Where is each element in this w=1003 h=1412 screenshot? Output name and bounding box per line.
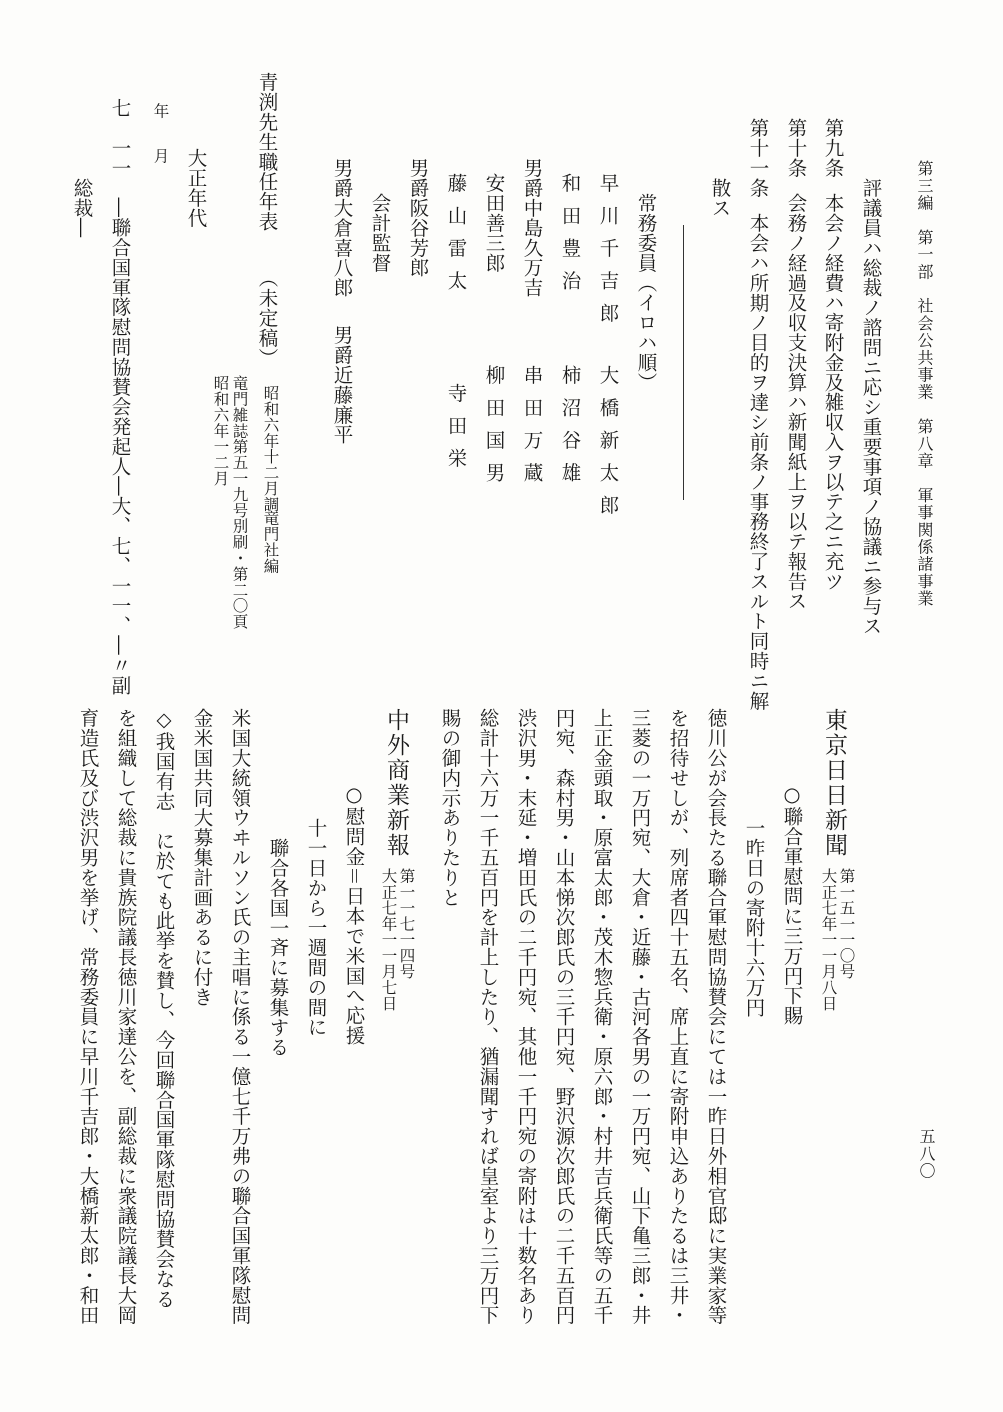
member-name: 串田万蔵 [520,365,544,495]
newspaper-date: 大正七年一一月七日 [379,868,398,1012]
article-11-continuation: 散ス [708,178,732,218]
chronology-title: 青渕先生職任年表 [255,72,279,232]
article-body-line: 総計十六万一千五百円を計上したり、猶漏聞すれば皇室より三万円下 [476,708,500,1325]
article-headline: ○慰問金＝日本で米国へ応援 [342,783,366,1046]
era-heading: 大正年代 [184,148,208,228]
member-name: 男爵阪谷芳郎 [406,158,430,278]
article-subheadline: 十一日から一週間の間に [304,818,328,1037]
article-body-line: 賜の御内示ありたりと [438,708,462,907]
member-name: 和田豊治 [558,173,582,303]
article-body-line: 渋沢男・末延・増田氏の二千円宛、其他一千円宛の寄附は十数名あり [514,708,538,1325]
auditor-heading: 会計監督 [368,193,392,273]
chronology-source-date: 昭和六年一二月 [211,375,230,487]
chronology-compiler: 竜門社編 [261,510,280,574]
article-body-line: 円宛、森村男・山本悌次郎氏の三千円宛、野沢源次郎氏の二千五百円 [552,708,576,1325]
newspaper-title: 東京日日新聞 [821,708,847,858]
article-body-line: ◇我国有志 に於ても此挙を賛し、今回聯合国軍隊慰問協賛会なる [152,708,176,1309]
article-10-label: 第十条 [784,118,808,178]
article-body-line: 米国大統領ウヰルソン氏の主唱に係る一億七千万弗の聯合国軍隊慰問 [228,708,252,1325]
chronology-source: 竜門雑誌第五一九号別刷・第二〇頁 [230,375,249,630]
newspaper-issue: 第一五一一〇号 [837,868,856,980]
member-name: 男爵大倉喜八郎 [330,158,354,298]
article-subheadline: 聯合各国一斉に募集する [266,838,290,1057]
article-body-line: 育造氏及び渋沢男を挙げ、常務委員に早川千吉郎・大橋新太郎・和田 [76,708,100,1325]
member-name: 男爵中島久万吉 [520,158,544,298]
chronology-entry: 七 一一 ―聯合国軍隊慰問協賛会発起人―大、七、一一、―〃副 [108,98,132,695]
member-name: 柳田国男 [482,365,506,495]
newspaper-issue: 第一一七一四号 [397,868,416,980]
article-subheadline: 一昨日の寄附十六万円 [742,818,766,1017]
regulation-item: 評議員ハ総裁ノ諮問ニ応シ重要事項ノ協議ニ参与ス [859,178,883,636]
article-body-line: 金米国共同大募集計画あるに付き [190,708,214,1007]
member-name: 大橋新太郎 [596,365,620,528]
article-body-line: 上正金頭取・原富太郎・茂木惣兵衛・原六郎・村井吉兵衛氏等の五千 [590,708,614,1325]
article-11-label: 第十一条 [746,118,770,198]
newspaper-title: 中外商業新報 [383,708,409,858]
running-header: 第三編 第一部 社会公共事業 第八章 軍事関係諸事業 [915,160,934,608]
page-number: 五八〇 [917,1128,936,1180]
member-name: 藤山雷太 [444,173,468,303]
article-9-label: 第九条 [821,118,845,178]
chronology-entry-continuation: 総裁― [70,178,94,238]
month-label: 月 [151,148,170,164]
article-body-line: 徳川公が会長たる聯合軍慰問協賛会にては一昨日外相官邸に実業家等 [704,708,728,1325]
article-9-text: 本会ノ経費ハ寄附金及雑収入ヲ以テ之ニ充ツ [821,193,845,591]
member-name: 安田善三郎 [482,173,506,273]
article-body-line: 三菱の一万円宛、大倉・近藤・古河各男の一万円宛、山下亀三郎・井 [628,708,652,1325]
member-name: 早川千吉郎 [596,173,620,336]
article-body-line: を組織して総裁に貴族院議長徳川家達公を、副総裁に衆議院議長大岡 [114,708,138,1325]
chronology-date-compiled: 昭和六年十二月調 [261,385,280,513]
member-name: 男爵近藤廉平 [330,325,354,445]
member-name: 柿沼谷雄 [558,365,582,495]
article-body-line: を招待せしが、列席者四十五名、席上直に寄附申込ありたるは三井・ [666,708,690,1325]
article-headline: ○聯合軍慰問に三万円下賜 [780,783,804,1026]
year-label: 年 [151,103,170,119]
chronology-status: （未定稿） [255,268,279,368]
committee-heading: 常務委員（イロハ順） [634,193,658,392]
article-10-text: 会務ノ経過及収支決算ハ新聞紙上ヲ以テ報告ス [784,193,808,611]
newspaper-date: 大正七年一一月八日 [819,868,838,1012]
article-11-text: 本会ハ所期ノ目的ヲ達シ前条ノ事務終了スルト同時ニ解 [746,213,770,711]
section-divider [683,225,684,500]
member-name: 寺田栄 [444,383,468,481]
